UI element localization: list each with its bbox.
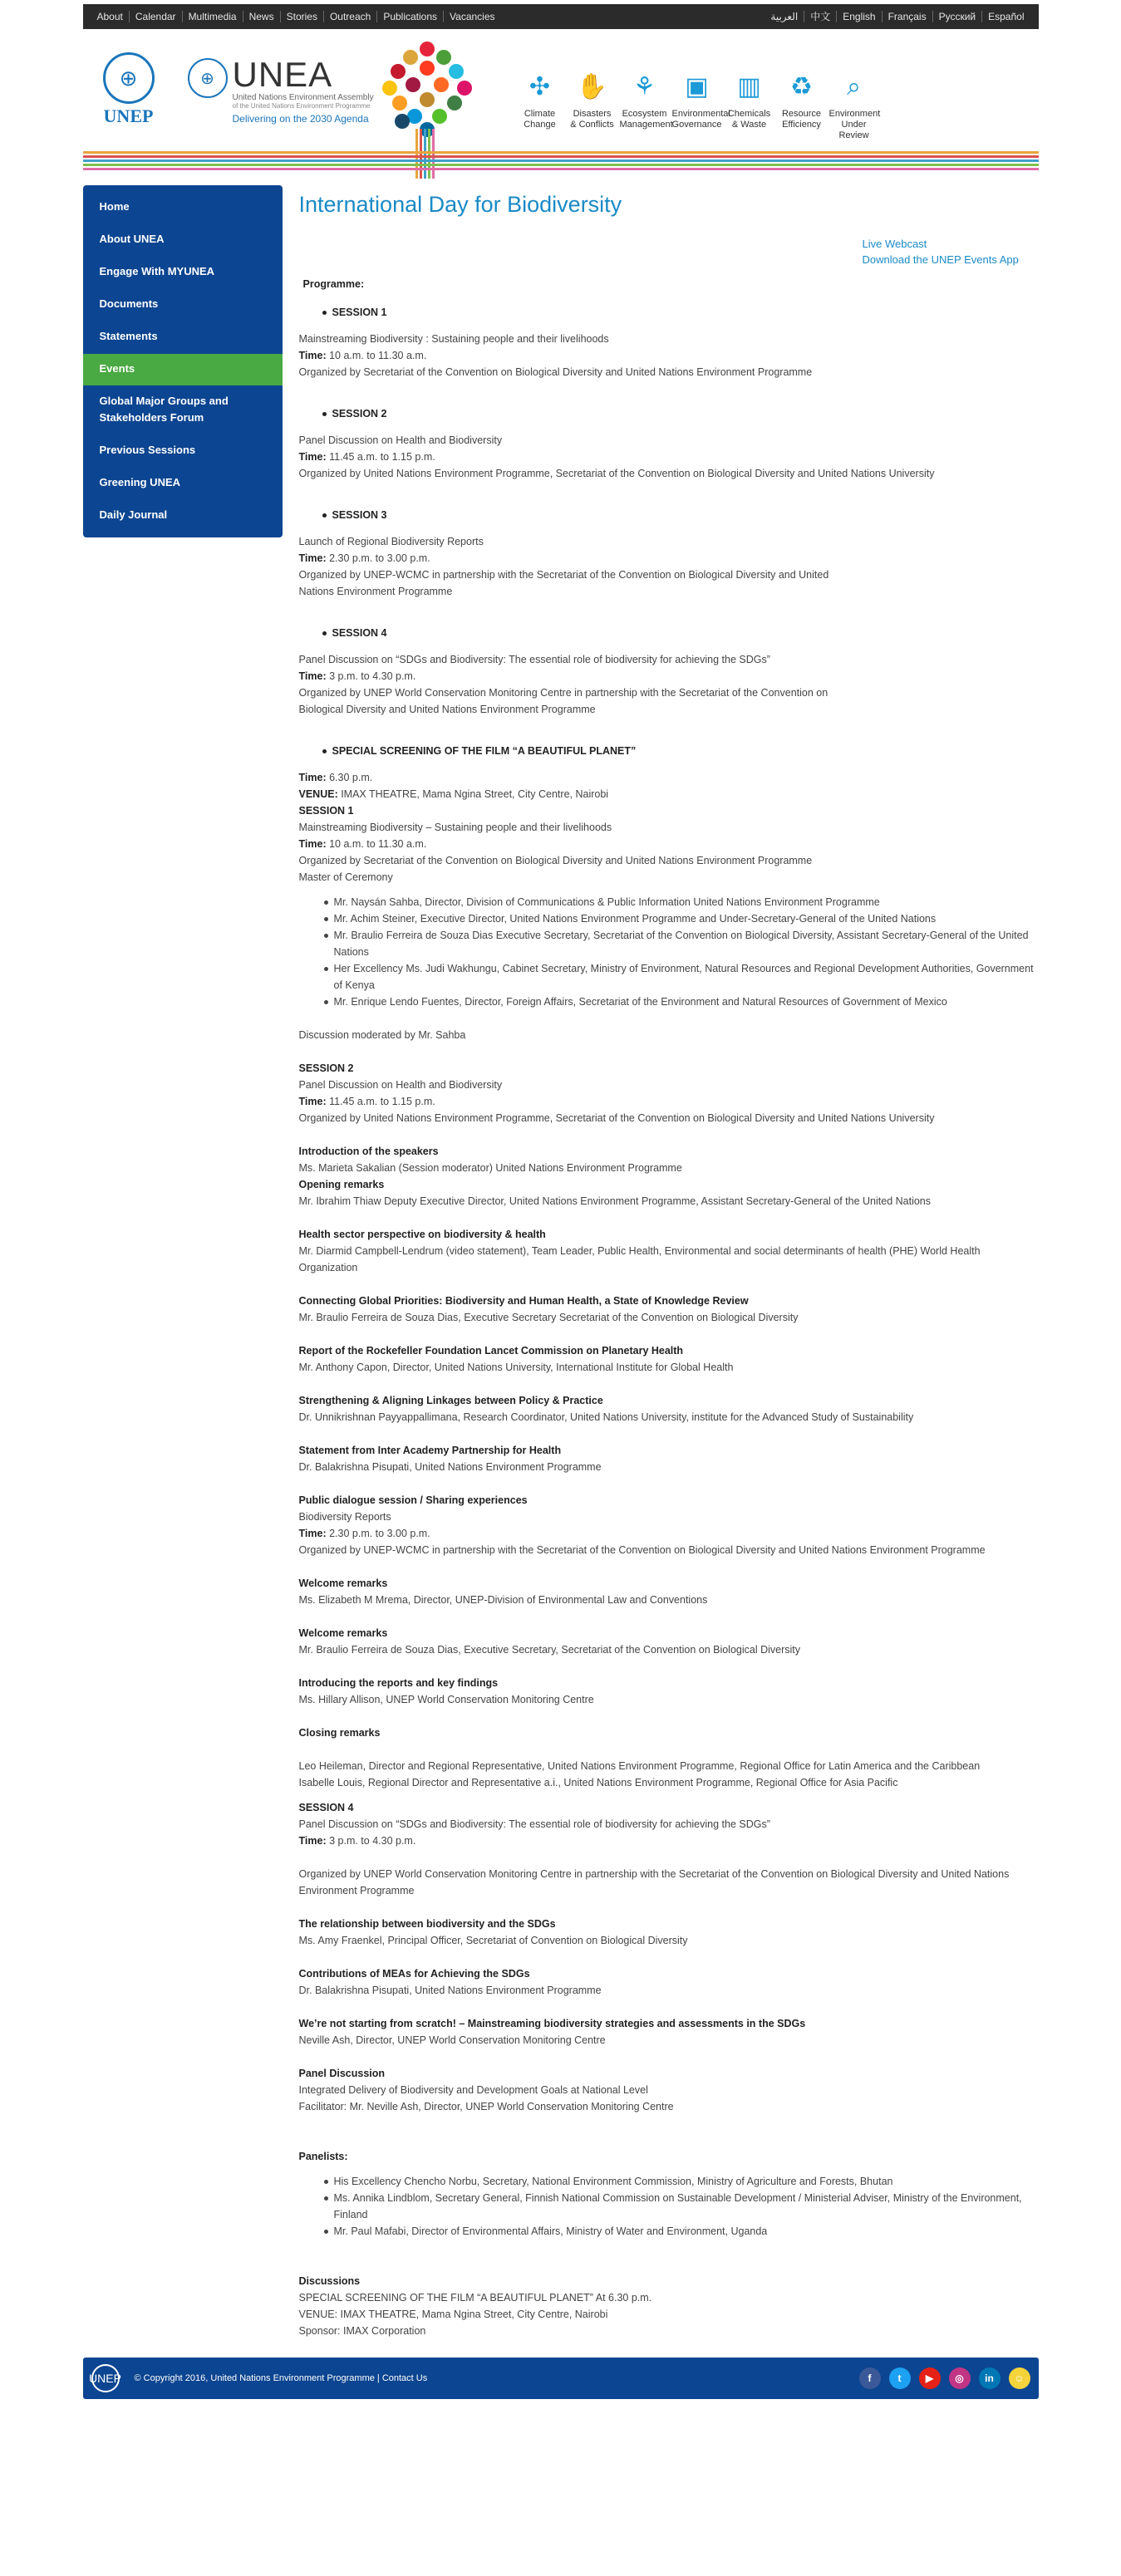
sidebar-item[interactable] — [83, 257, 283, 289]
sidebar-item[interactable] — [83, 500, 283, 532]
master-of-ceremony: Master of Ceremony — [298, 871, 393, 883]
agenda-item-speaker: Leo Heileman, Director and Regional Representative, United Nations Environment Programme, Regional Office for Latin America and the Caribbean — [298, 1760, 981, 1772]
topic-label-line-1: Environment — [828, 109, 881, 119]
youtube-icon[interactable]: ▶ — [919, 2367, 941, 2389]
agenda-item-heading: Report of the Rockefeller Foundation Lancet Commission on Planetary Health — [298, 1345, 684, 1357]
session-4-title: Panel Discussion on “SDGs and Biodiversity: The essential role of biodiversity for achieving the SDGs” — [298, 654, 770, 665]
unea-subtitle: United Nations Environment Assembly — [232, 93, 374, 102]
agenda-item-speaker: Isabelle Louis, Regional Director and Representative a.i., United Nations Environment Programme, Regional Office for Asia Pacific — [298, 1777, 898, 1788]
language-link[interactable]: 中文 — [804, 11, 837, 22]
agenda-item-speaker: Mr. Ibrahim Thiaw Deputy Executive Director, United Nations Environment Programme, Assistant Secretary-General of the United Nations — [298, 1195, 932, 1207]
un-emblem-icon: ⊕ — [103, 52, 155, 104]
topic-link[interactable] — [829, 71, 879, 141]
time-value: 10 a.m. to 11.30 a.m. — [326, 350, 427, 361]
session-2-time — [299, 449, 1039, 465]
language-links — [765, 11, 1030, 22]
sdg-circle-icon — [432, 109, 447, 124]
detail-session-2-heading: SESSION 2 — [298, 1062, 354, 1074]
topic-label-line-2: Change — [524, 120, 556, 130]
agenda-item-speaker: Ms. Amy Fraenkel, Principal Officer, Secretariat of Convention on Biological Diversity — [298, 1935, 688, 1946]
agenda-item-heading: Opening remarks — [298, 1179, 385, 1190]
agenda-item-heading: Connecting Global Priorities: Biodiversity and Human Health, a State of Knowledge Review — [298, 1295, 749, 1307]
topic-label-line-2: Under Review — [838, 120, 869, 140]
unea-logo-text: UNEA — [232, 55, 333, 94]
sidebar-item[interactable] — [83, 354, 283, 386]
sdg-circle-icon — [420, 61, 435, 76]
session-4-time — [299, 668, 1039, 684]
top-nav-link[interactable]: Stories — [281, 11, 324, 22]
topic-link[interactable] — [568, 71, 617, 141]
un-globe-icon: ⊕ — [188, 58, 228, 98]
topic-label-line-2: & Waste — [731, 120, 767, 130]
time-value: 11.45 a.m. to 1.15 p.m. — [326, 451, 435, 463]
agenda-item-heading: We’re not starting from scratch! – Mainstreaming biodiversity strategies and assessments in the SDGs — [298, 2018, 806, 2029]
topic-label-line-1: Chemicals — [727, 109, 771, 119]
agenda-item-heading: Panel Discussion — [298, 2068, 386, 2079]
topic-label-line-1: Climate — [524, 109, 556, 119]
twitter-icon[interactable]: t — [889, 2367, 911, 2389]
agenda-item-heading: The relationship between biodiversity and the SDGs — [298, 1918, 556, 1930]
ceremony-speaker: Mr. Naysán Sahba, Director, Division of Communications & Public Information United Nations Environment Programme — [324, 894, 1039, 910]
sdg-circle-icon — [447, 96, 462, 110]
topic-label-line-2: Governance — [671, 120, 722, 130]
panelist: His Excellency Chencho Norbu, Secretary, National Environment Commission, Ministry of Agriculture and Forests, Bhutan — [324, 2173, 1039, 2190]
agenda-item-heading: Welcome remarks — [298, 1577, 388, 1589]
sdg-circle-icon — [382, 81, 397, 96]
agenda-item-subtitle: Integrated Delivery of Biodiversity and Development Goals at National Level — [298, 2084, 648, 2096]
programme — [299, 276, 1039, 2339]
time-value: 11.45 a.m. to 1.15 p.m. — [326, 1096, 435, 1107]
site-header — [83, 29, 1039, 170]
topic-navigation — [515, 71, 882, 141]
recycle-icon: ♻ — [790, 73, 813, 101]
agenda-item-speaker: Dr. Balakrishna Pisupati, United Nations Environment Programme — [298, 1461, 602, 1473]
plant-icon: ⚘ — [633, 73, 656, 101]
time-label: Time: — [298, 670, 327, 682]
detail-session-2-time — [299, 1093, 1039, 1110]
topic-link[interactable] — [671, 71, 730, 141]
agenda-item-heading: Introduction of the speakers — [298, 1146, 439, 1157]
topic-label-line-1: Resource — [781, 109, 822, 119]
sdg-circle-icon — [406, 77, 420, 92]
panelists-list — [324, 2173, 1039, 2240]
event-links — [863, 236, 1039, 267]
detail-session-4-organizer: Organized by UNEP World Conservation Monitoring Centre in partnership with the Secretariat of the Convention on Biological Diversity and United Nations Environment Programme — [298, 1868, 1010, 1896]
detail-session-2-organizer: Organized by United Nations Environment Programme, Secretariat of the Convention on Biological Diversity and United Nations University — [298, 1112, 935, 1124]
session-2-organizer: Organized by United Nations Environment Programme, Secretariat of the Convention on Biological Diversity and United Nations University — [298, 468, 935, 479]
topic-link[interactable] — [619, 71, 673, 141]
time-label: Time: — [298, 1528, 327, 1539]
top-nav-link[interactable]: News — [243, 11, 281, 22]
detail-session-4-heading: SESSION 4 — [298, 1802, 354, 1813]
agenda-item-speaker: Mr. Braulio Ferreira de Souza Dias, Executive Secretary Secretariat of the Convention on Biological Diversity — [298, 1312, 799, 1323]
top-nav-link[interactable]: Vacancies — [450, 11, 495, 22]
sidebar-item-label[interactable]: Statements — [99, 330, 158, 342]
sidebar-item-label[interactable]: Previous Sessions — [99, 444, 196, 456]
barrels-icon: ▥ — [737, 73, 761, 101]
language-link[interactable]: Français — [883, 11, 933, 22]
detail-session-4-time — [299, 1833, 1039, 1849]
agenda-item-speaker: Ms. Hillary Allison, UNEP World Conservation Monitoring Centre — [298, 1694, 594, 1705]
session-1-heading: SESSION 1 — [322, 304, 1039, 321]
time-value: 6.30 p.m. — [326, 772, 373, 783]
agenda-item-speaker: Ms. Elizabeth M Mrema, Director, UNEP-Division of Environmental Law and Conventions — [298, 1594, 708, 1606]
agenda-item-speaker: Neville Ash, Director, UNEP World Conservation Monitoring Centre — [298, 2034, 606, 2046]
sdg-circle-icon — [391, 64, 406, 79]
topic-label-line-1: Ecosystem — [622, 109, 667, 119]
sidebar-item[interactable] — [83, 321, 283, 354]
topic-label-line-1: Environmental — [671, 109, 730, 119]
sidebar-item-label[interactable]: Global Major Groups and Stakeholders Forum — [99, 395, 229, 424]
ceremony-speaker: Mr. Braulio Ferreira de Souza Dias Executive Secretary, Secretariat of the Convention on Biological Diversity, Assistant Secretary-General of the United Nations — [324, 927, 1039, 960]
sidebar-menu — [83, 185, 283, 537]
session-2-title: Panel Discussion on Health and Biodiversity — [298, 434, 503, 446]
sidebar-item-label[interactable]: Greening UNEA — [99, 476, 181, 488]
linkedin-icon[interactable]: in — [979, 2367, 1001, 2389]
screening-note: SPECIAL SCREENING OF THE FILM “A BEAUTIFUL PLANET” At 6.30 p.m. — [298, 2292, 652, 2304]
sidebar-item[interactable] — [83, 192, 283, 224]
agenda-item-heading: Health sector perspective on biodiversity & health — [298, 1229, 546, 1240]
time-label: Time: — [298, 1835, 327, 1847]
session-3-organizer: Organized by UNEP-WCMC in partnership with the Secretariat of the Convention on Biological Diversity and United Nations Environment Programme — [298, 569, 829, 597]
ceremony-speaker: Her Excellency Ms. Judi Wakhungu, Cabinet Secretary, Ministry of Environment, Natural Resources and Regional Development Authorities, Government of Kenya — [324, 960, 1039, 994]
sidebar-item[interactable] — [83, 386, 283, 435]
magnifier-icon: ⌕ — [847, 73, 861, 101]
agenda-item-speaker: Mr. Diarmid Campbell-Lendrum (video statement), Team Leader, Public Health, Environmental and social determinants of health (PHE) World Health Organization — [298, 1245, 981, 1273]
facebook-icon[interactable]: f — [859, 2367, 881, 2389]
top-nav-link[interactable]: Publications — [377, 11, 444, 22]
agenda-item-speaker: Dr. Balakrishna Pisupati, United Nations Environment Programme — [298, 1985, 602, 1996]
ceremony-speaker: Mr. Achim Steiner, Executive Director, United Nations Environment Programme and Under-Secretary-General of the United Nations — [324, 910, 1039, 927]
venue-value: IMAX THEATRE, Mama Ngina Street, City Centre, Nairobi — [337, 788, 609, 800]
agenda-item-heading: Strengthening & Aligning Linkages between Policy & Practice — [298, 1395, 603, 1406]
language-link[interactable]: English — [837, 11, 882, 22]
top-nav-link[interactable]: Calendar — [130, 11, 183, 22]
moderated-note: Discussion moderated by Mr. Sahba — [298, 1029, 466, 1041]
venue-label: VENUE: — [298, 788, 338, 800]
time-value: 3 p.m. to 4.30 p.m. — [326, 1835, 416, 1847]
top-nav-link[interactable]: Outreach — [324, 11, 377, 22]
sidebar-item[interactable] — [83, 435, 283, 468]
time-label: Time: — [298, 350, 327, 361]
top-nav-link[interactable]: Multimedia — [183, 11, 243, 22]
sdg-circle-icon — [392, 96, 407, 110]
agenda-item-speaker: Facilitator: Mr. Neville Ash, Director, UNEP World Conservation Monitoring Centre — [298, 2101, 674, 2112]
sdg-circle-icon — [395, 114, 410, 129]
color-stripes — [83, 150, 1039, 170]
ceremony-speaker-list — [324, 894, 1039, 1010]
copyright-text: © Copyright 2016, United Nations Environment Programme | Contact Us — [134, 2373, 428, 2383]
time-value: 2.30 p.m. to 3.00 p.m. — [326, 1528, 430, 1539]
detail-session-1-organizer: Organized by Secretariat of the Convention on Biological Diversity and United Nations Environment Programme — [298, 855, 813, 866]
session-2-heading: SESSION 2 — [322, 405, 1039, 422]
language-link[interactable]: Русский — [933, 11, 983, 22]
unea-tagline: Delivering on the 2030 Agenda — [232, 113, 369, 125]
panelist: Mr. Paul Mafabi, Director of Environmental Affairs, Ministry of Water and Environment, Uganda — [324, 2223, 1039, 2240]
film-venue — [299, 786, 1039, 802]
page-title: International Day for Biodiversity — [298, 192, 622, 217]
time-value: 2.30 p.m. to 3.00 p.m. — [326, 552, 430, 564]
unea-subtitle-2: of the United Nations Environment Programme — [232, 102, 371, 110]
download-app-link[interactable]: Download the UNEP Events App — [862, 253, 1019, 266]
sdg-circle-icon — [436, 50, 451, 65]
agenda-item-heading: Statement from Inter Academy Partnership for Health — [298, 1445, 562, 1456]
panelists-heading: Panelists: — [298, 2151, 348, 2162]
film-screening-heading: SPECIAL SCREENING OF THE FILM “A BEAUTIFUL PLANET” — [322, 743, 1039, 759]
agenda-item-speaker: Ms. Marieta Sakalian (Session moderator) United Nations Environment Programme — [298, 1162, 682, 1174]
social-links — [851, 2367, 1030, 2389]
sdg-circle-icon — [449, 64, 464, 79]
sidebar-item-label[interactable]: Home — [99, 200, 130, 213]
session-3-title: Launch of Regional Biodiversity Reports — [298, 536, 484, 547]
topic-link[interactable] — [725, 71, 774, 141]
sidebar-item-label[interactable]: Engage With MYUNEA — [99, 265, 215, 277]
session-3-heading: SESSION 3 — [322, 507, 1039, 523]
sdg-circle-icon — [434, 77, 449, 92]
topic-label-line-2: Management — [619, 120, 673, 130]
smiley-icon[interactable]: ☺ — [1009, 2367, 1030, 2389]
time-value: 3 p.m. to 4.30 p.m. — [326, 670, 416, 682]
hands-icon: ✋ — [576, 73, 608, 101]
session-4-organizer: Organized by UNEP World Conservation Monitoring Centre in partnership with the Secretariat of the Convention on Biological Diversity and United Nations Environment Programme — [298, 687, 828, 715]
agenda-item-speaker: Dr. Unnikrishnan Payyappallimana, Research Coordinator, United Nations University, institute for the Advanced Study of Sustainability — [298, 1411, 914, 1423]
agenda-item-speaker: Mr. Braulio Ferreira de Souza Dias, Executive Secretary, Secretariat of the Convention on Biological Diversity — [298, 1644, 801, 1656]
agenda-item-heading: Discussions — [298, 2275, 361, 2287]
agenda-item-heading: Contributions of MEAs for Achieving the SDGs — [298, 1968, 530, 1980]
screening-venue: VENUE: IMAX THEATRE, Mama Ngina Street, City Centre, Nairobi — [298, 2309, 608, 2320]
language-link[interactable]: العربية — [765, 11, 804, 22]
page — [83, 4, 1039, 2399]
wind-turbine-icon: ✣ — [529, 73, 551, 101]
time-label: Time: — [298, 772, 327, 783]
main-content — [299, 185, 1039, 2339]
top-nav-links — [91, 11, 501, 22]
session-1-title: Mainstreaming Biodiversity : Sustaining people and their livelihoods — [298, 333, 609, 345]
agenda-item-subtitle: Biodiversity Reports — [298, 1511, 391, 1523]
detail-session-4-title: Panel Discussion on “SDGs and Biodiversity: The essential role of biodiversity for achieving the SDGs” — [298, 1818, 770, 1830]
public-dialogue-time — [299, 1525, 1039, 1542]
session-3-time — [299, 550, 1039, 567]
agenda-item-heading: Welcome remarks — [298, 1627, 388, 1639]
unep-footer-logo[interactable]: UNEP — [91, 2364, 120, 2392]
sdg-circle-icon — [420, 92, 435, 107]
agenda-item-organizer: Organized by UNEP-WCMC in partnership with the Secretariat of the Convention on Biological Diversity and United Nations Environment Programme — [298, 1544, 986, 1556]
detail-session-1-time — [299, 836, 1039, 852]
programme-heading: Programme: — [302, 278, 365, 290]
ceremony-speaker: Mr. Enrique Lendo Fuentes, Director, Foreign Affairs, Secretariat of the Environment and Natural Resources of Government of Mexico — [324, 994, 1039, 1010]
detail-session-1-title: Mainstreaming Biodiversity – Sustaining people and their livelihoods — [298, 822, 612, 833]
top-navigation-bar — [83, 4, 1039, 29]
session-4-heading: SESSION 4 — [322, 625, 1039, 641]
detail-session-2-title: Panel Discussion on Health and Biodiversity — [298, 1079, 503, 1091]
unep-logo[interactable] — [91, 52, 166, 127]
briefcase-icon: ▣ — [685, 73, 709, 101]
unep-logo-text: UNEP — [103, 105, 154, 126]
instagram-icon[interactable]: ◎ — [949, 2367, 971, 2389]
screening-sponsor: Sponsor: IMAX Corporation — [298, 2325, 426, 2337]
time-label: Time: — [298, 1096, 327, 1107]
language-link[interactable]: Español — [988, 11, 1025, 22]
sidebar-item-label[interactable]: Documents — [99, 297, 159, 310]
sidebar-item-label[interactable]: About UNEA — [99, 233, 165, 245]
top-nav-link[interactable]: About — [91, 11, 130, 22]
panelist: Ms. Annika Lindblom, Secretary General, Finnish National Commission on Sustainable Development / Ministerial Adviser, Ministry of the Environment, Finland — [324, 2190, 1039, 2223]
agenda-item-speaker: Mr. Anthony Capon, Director, United Nations University, International Institute for Global Health — [298, 1362, 734, 1373]
topic-label-line-2: & Conflicts — [570, 120, 614, 130]
topic-link[interactable] — [515, 71, 565, 141]
sidebar-item[interactable] — [83, 224, 283, 257]
agenda-item-heading: Public dialogue session / Sharing experiences — [298, 1494, 528, 1506]
topic-label-line-2: Efficiency — [782, 120, 821, 130]
site-footer — [83, 2358, 1039, 2399]
topic-label-line-1: Disasters — [573, 109, 612, 119]
sidebar-item-label[interactable]: Events — [99, 362, 135, 375]
time-label: Time: — [298, 838, 327, 850]
sidebar-item[interactable] — [83, 289, 283, 321]
session-1-time — [299, 347, 1039, 364]
unea-logo[interactable] — [188, 55, 374, 125]
time-label: Time: — [298, 451, 327, 463]
topic-link[interactable] — [777, 71, 827, 141]
live-webcast-link[interactable]: Live Webcast — [862, 238, 927, 250]
agenda-item-heading: Closing remarks — [298, 1727, 381, 1739]
sdg-circle-icon — [420, 42, 435, 56]
sidebar-item[interactable] — [83, 468, 283, 500]
time-label: Time: — [298, 552, 327, 564]
session-1-organizer: Organized by Secretariat of the Convention on Biological Diversity and United Nations Environment Programme — [298, 366, 813, 378]
time-value: 10 a.m. to 11.30 a.m. — [326, 838, 427, 850]
detail-session-1-heading: SESSION 1 — [298, 805, 354, 817]
sdg-circle-icon — [403, 50, 418, 65]
sidebar-item-label[interactable]: Daily Journal — [99, 508, 168, 521]
sdg-circle-icon — [457, 81, 472, 96]
film-time — [299, 769, 1039, 786]
agenda-item-heading: Introducing the reports and key findings — [298, 1677, 499, 1689]
